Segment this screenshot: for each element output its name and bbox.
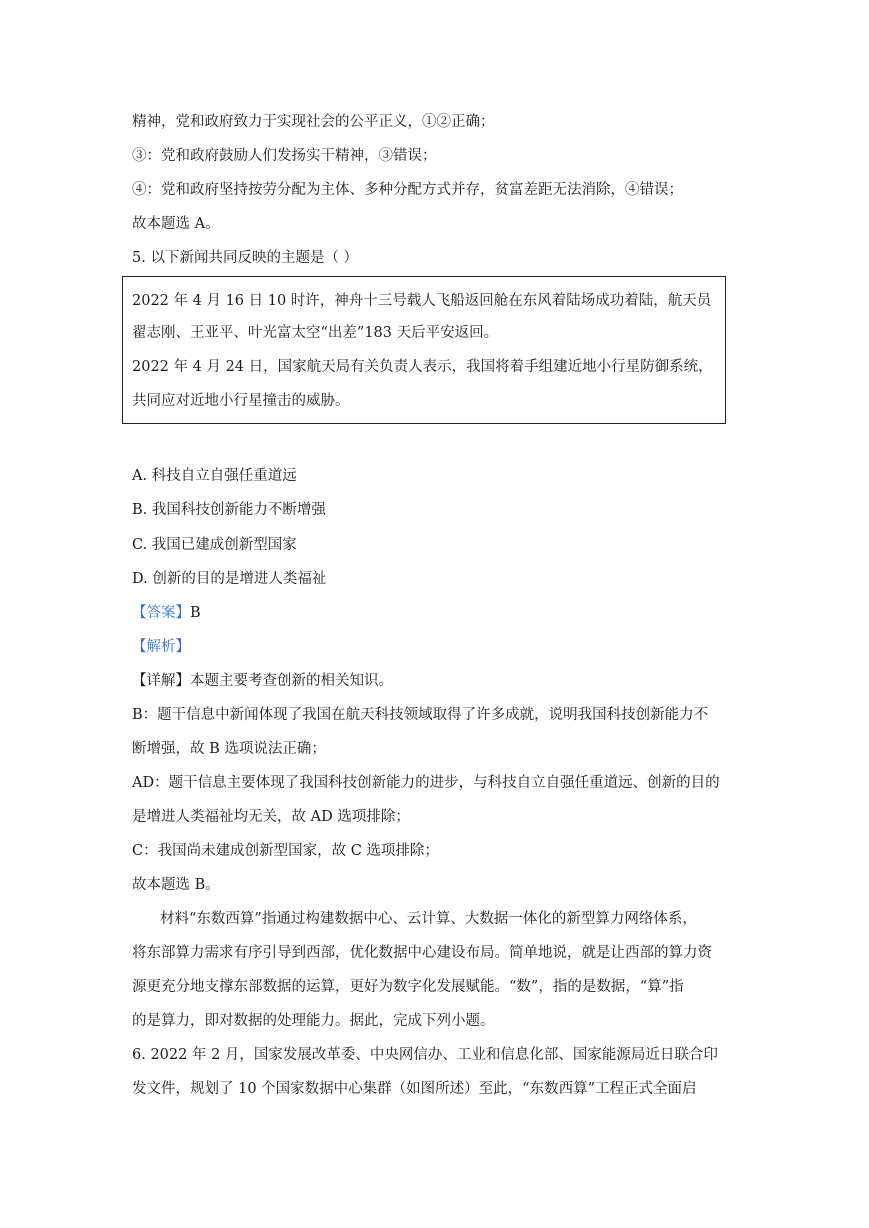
news-line-3: 2022 年 4 月 24 日，国家航天局有关负责人表示，我国将着手组建近地小行星防御系统， [132,359,713,375]
material-line-4: 的是算力，即对数据的处理能力。据此，完成下列小题。 [132,1013,495,1029]
option-b: B. 我国科技创新能力不断增强 [132,502,326,518]
detail-line-6: C：我国尚未建成创新型国家，故 C 选项排除； [132,843,439,859]
intro-line-2: ③：党和政府鼓励人们发扬实干精神，③错误； [132,148,437,164]
option-a: A. 科技自立自强任重道远 [132,468,297,484]
material-line-2: 将东部算力需求有序引导到西部，优化数据中心建设布局。简单地说，就是让西部的算力资 [132,945,712,961]
material-line-3: 源更充分地支撑东部数据的运算，更好为数字化发展赋能。“数”，指的是数据，“算”指 [132,979,684,995]
news-line-4: 共同应对近地小行星撞击的威胁。 [132,393,350,409]
intro-line-3: ④：党和政府坚持按劳分配为主体、多种分配方式并存，贫富差距无法消除，④错误； [132,182,683,198]
option-d: D. 创新的目的是增进人类福祉 [132,571,327,587]
intro-line-4: 故本题选 A。 [132,216,220,232]
detail-line-2: B：题干信息中新闻体现了我国在航天科技领域取得了许多成就，说明我国科技创新能力不 [132,707,709,723]
detail-line-3: 断增强，故 B 选项说法正确； [132,741,326,757]
answer-tag: 【答案】 [132,605,190,621]
option-c: C. 我国已建成创新型国家 [132,537,297,553]
answer-value: B [190,605,201,621]
news-box [122,276,726,424]
material-line-1: 材料“东数西算”指通过构建数据中心、云计算、大数据一体化的新型算力网络体系， [160,911,697,927]
detail-line-4: AD：题干信息主要体现了我国科技创新能力的进步，与科技自立自强任重道远、创新的目的 [132,775,720,791]
answer-line [132,603,201,623]
intro-line-1: 精神，党和政府致力于实现社会的公平正义，①②正确； [132,114,495,130]
question-6-line-1: 6. 2022 年 2 月，国家发展改革委、中央网信办、工业和信息化部、国家能源局近日联合印 [132,1047,718,1063]
analysis-tag: 【解析】 [132,639,190,655]
detail-line-5: 是增进人类福祉均无关，故 AD 选项排除； [132,809,410,825]
detail-line-7: 故本题选 B。 [132,877,220,893]
news-line-2: 翟志刚、王亚平、叶光富太空“出差”183 天后平安返回。 [132,325,499,341]
news-line-1: 2022 年 4 月 16 日 10 时许，神舟十三号载人飞船返回舱在东风着陆场成功着陆，航天员 [132,293,712,309]
question-5-stem: 5. 以下新闻共同反映的主题是（ ） [132,250,359,266]
detail-line-1: 【详解】本题主要考查创新的相关知识。 [132,673,393,689]
question-6-line-2: 发文件，规划了 10 个国家数据中心集群（如图所述）至此，“东数西算”工程正式全面启 [132,1081,697,1097]
